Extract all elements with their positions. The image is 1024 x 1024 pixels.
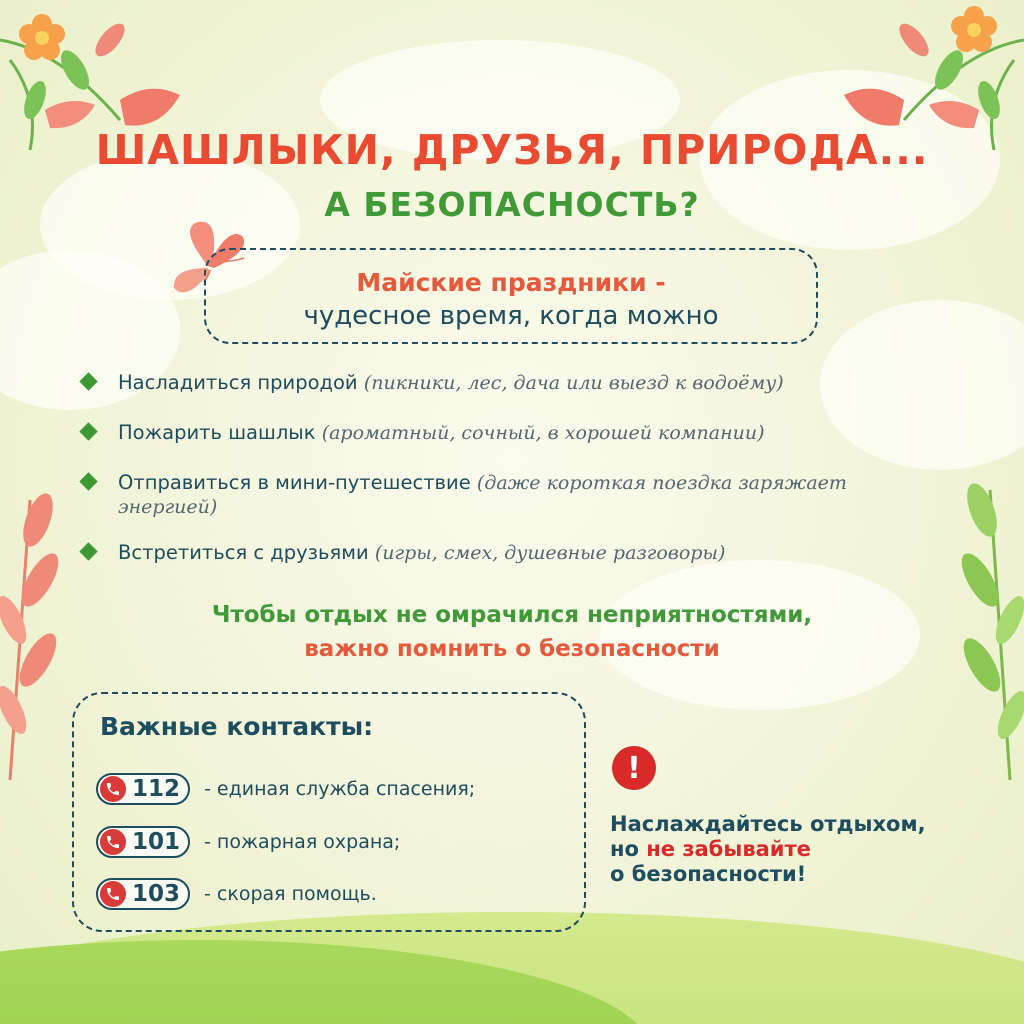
contact-description: - пожарная охрана;	[204, 831, 401, 853]
activity-text: Пожарить шашлык	[118, 421, 322, 444]
activity-text: Насладиться природой	[118, 371, 364, 394]
phone-number-badge	[96, 773, 190, 805]
reminder-text	[610, 812, 990, 887]
intro-line-1: Майские праздники -	[356, 268, 666, 297]
safety-notice-line-1: Чтобы отдых не омрачился неприятностями,	[211, 602, 813, 628]
diamond-bullet-icon	[79, 542, 97, 560]
phone-icon	[100, 829, 126, 855]
headline	[0, 126, 1024, 228]
reminder-highlight: не забывайте	[646, 837, 811, 861]
activity-note: (даже короткая поездка заряжает энергией)	[118, 472, 847, 518]
phone-number: 101	[132, 829, 181, 855]
contact-row	[96, 825, 400, 859]
list-item	[80, 421, 980, 445]
diamond-bullet-icon	[79, 372, 97, 390]
headline-line-1: ШАШЛЫКИ, ДРУЗЬЯ, ПРИРОДА...	[95, 126, 929, 174]
reminder-line-2-prefix: но	[610, 837, 647, 861]
exclamation-icon: !	[612, 746, 656, 790]
contacts-title: Важные контакты:	[100, 712, 374, 741]
list-item	[80, 541, 980, 565]
phone-number-badge	[96, 826, 190, 858]
intro-box	[204, 248, 818, 344]
intro-line-2: чудесное время, когда можно	[303, 301, 719, 331]
activity-text: Отправиться в мини-путешествие	[118, 471, 477, 494]
contact-description: - скорая помощь.	[204, 883, 377, 905]
reminder-line-1: Наслаждайтесь отдыхом,	[610, 812, 926, 836]
contact-row	[96, 877, 377, 911]
contact-row	[96, 772, 475, 806]
phone-number: 112	[132, 776, 181, 802]
activity-note: (пикники, лес, дача или выезд к водоёму)	[363, 372, 784, 394]
phone-number: 103	[132, 881, 181, 907]
contacts-box	[72, 692, 586, 932]
safety-notice	[0, 600, 1024, 664]
reminder-line-3: о безопасности!	[610, 862, 807, 886]
safety-notice-line-2: важно помнить о безопасности	[304, 636, 720, 662]
activity-text: Встретиться с друзьями	[118, 541, 375, 564]
phone-icon	[100, 881, 126, 907]
diamond-bullet-icon	[79, 422, 97, 440]
list-item	[80, 371, 980, 395]
phone-icon	[100, 776, 126, 802]
diamond-bullet-icon	[79, 472, 97, 490]
headline-line-2: А БЕЗОПАСНОСТЬ?	[324, 185, 700, 224]
activity-list	[80, 366, 980, 565]
list-item	[80, 471, 938, 519]
reminder-line-2	[610, 837, 990, 862]
activity-note: (ароматный, сочный, в хорошей компании)	[321, 422, 765, 444]
phone-number-badge	[96, 878, 190, 910]
contact-description: - единая служба спасения;	[204, 778, 476, 800]
activity-note: (игры, смех, душевные разговоры)	[374, 542, 726, 564]
